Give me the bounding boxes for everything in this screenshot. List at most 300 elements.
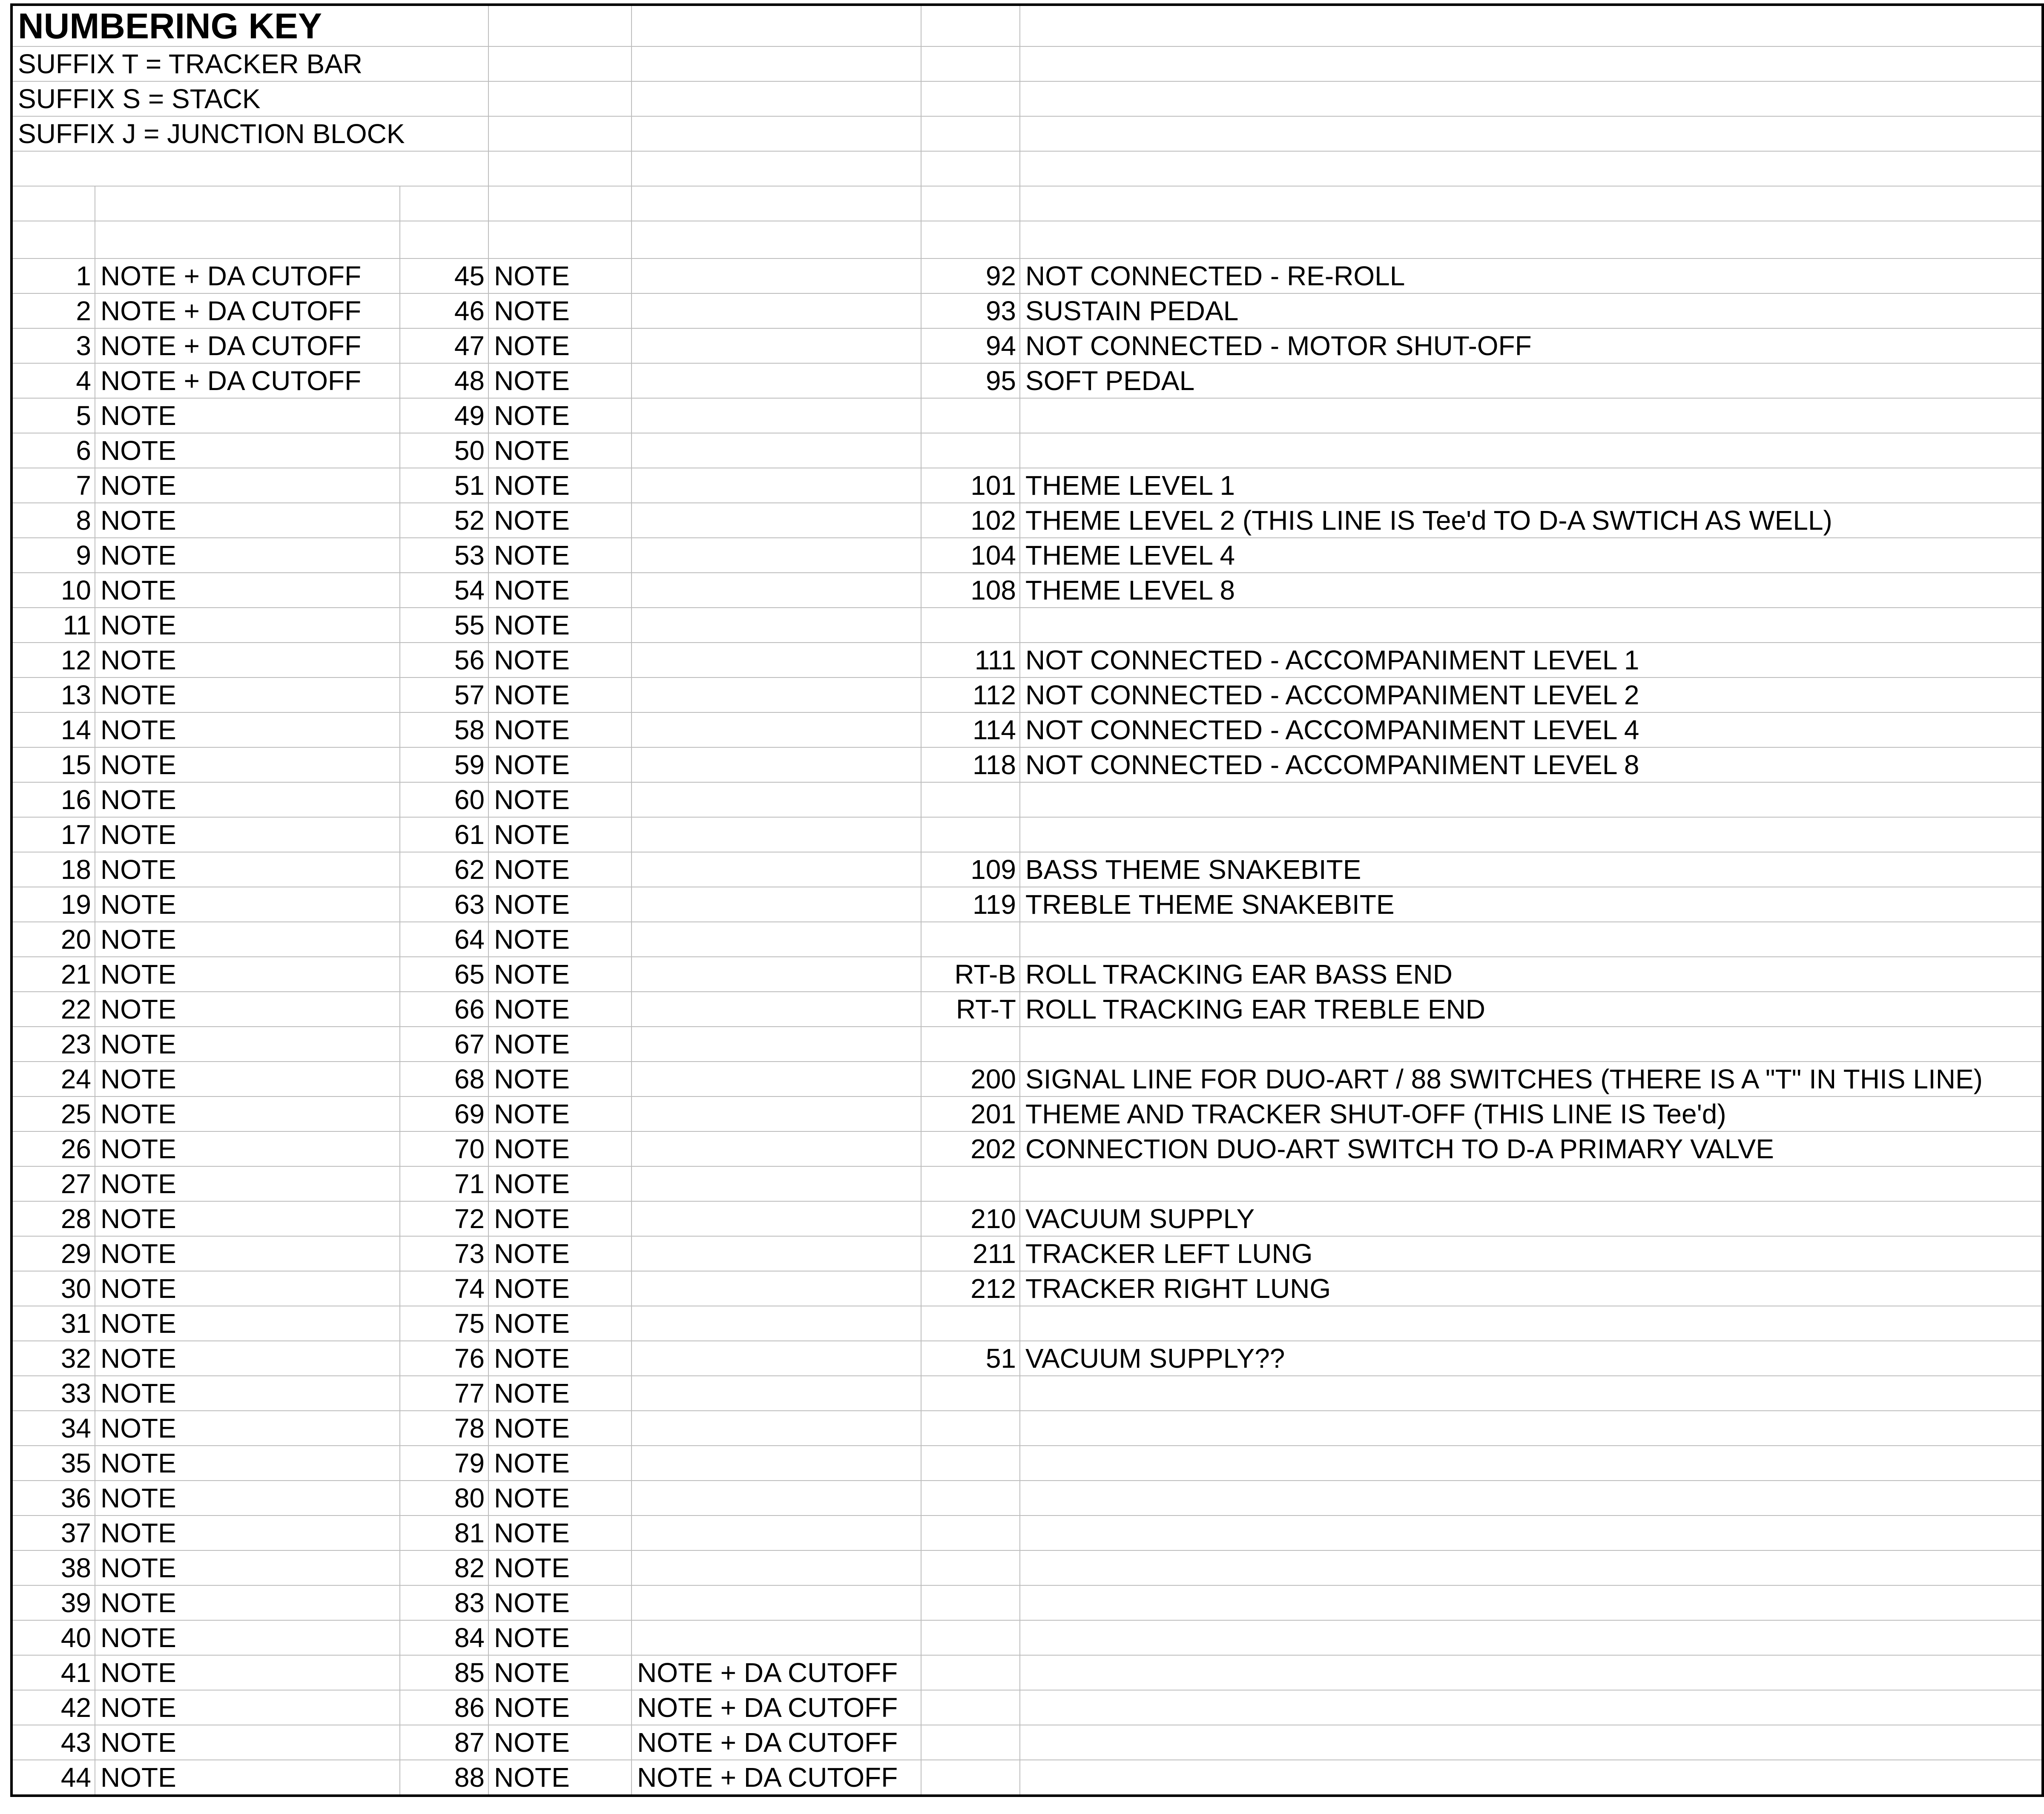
line-description: NOTE (488, 573, 632, 608)
line-description: TRACKER RIGHT LUNG (1020, 1271, 2043, 1306)
table-row (11, 1096, 2043, 1131)
table-row (11, 1690, 2043, 1725)
line-description (1020, 608, 2043, 643)
line-number: 88 (400, 1760, 488, 1796)
line-number (921, 1690, 1020, 1725)
line-description: CONNECTION DUO-ART SWITCH TO D-A PRIMARY VALVE (1020, 1131, 2043, 1166)
table-row (11, 468, 2043, 503)
line-number: 70 (400, 1131, 488, 1166)
line-description: NOT CONNECTED - ACCOMPANIMENT LEVEL 1 (1020, 643, 2043, 677)
extra-description (632, 957, 921, 992)
line-description (1020, 1620, 2043, 1655)
extra-description (632, 992, 921, 1027)
table-row (11, 1341, 2043, 1376)
line-description (1020, 1376, 2043, 1411)
line-number: 69 (400, 1096, 488, 1131)
line-description: NOTE (95, 1166, 400, 1201)
line-description: NOT CONNECTED - ACCOMPANIMENT LEVEL 2 (1020, 677, 2043, 712)
extra-description (632, 1515, 921, 1550)
line-number: 64 (400, 922, 488, 957)
line-description: NOTE (488, 258, 632, 293)
line-description: NOTE (95, 1096, 400, 1131)
line-description: NOTE (488, 992, 632, 1027)
line-number: 75 (400, 1306, 488, 1341)
line-description: ROLL TRACKING EAR BASS END (1020, 957, 2043, 992)
line-description: THEME LEVEL 1 (1020, 468, 2043, 503)
extra-description: NOTE + DA CUTOFF (632, 1655, 921, 1690)
line-description: NOTE (95, 1376, 400, 1411)
numbering-key-sheet (10, 3, 2044, 1797)
extra-description (632, 1585, 921, 1620)
extra-description (632, 1411, 921, 1446)
line-description (1020, 1306, 2043, 1341)
table-row (11, 433, 2043, 468)
extra-description (632, 1341, 921, 1376)
table-row (11, 852, 2043, 887)
line-description: NOTE (488, 1725, 632, 1760)
extra-description (632, 852, 921, 887)
table-row (11, 1271, 2043, 1306)
line-description: NOTE (95, 608, 400, 643)
line-number: 40 (11, 1620, 95, 1655)
line-number: 15 (11, 747, 95, 782)
title-row (11, 5, 2043, 46)
line-number: 92 (921, 258, 1020, 293)
extra-description (632, 1166, 921, 1201)
line-description: NOTE (95, 782, 400, 817)
line-description: NOTE (488, 922, 632, 957)
line-number: 61 (400, 817, 488, 852)
line-number: 24 (11, 1062, 95, 1096)
line-number: 58 (400, 712, 488, 747)
line-number (921, 1446, 1020, 1481)
line-description (1020, 1585, 2043, 1620)
line-description: NOTE (95, 1271, 400, 1306)
suffix-line: SUFFIX J = JUNCTION BLOCK (11, 116, 488, 151)
line-number (921, 1725, 1020, 1760)
line-number: 30 (11, 1271, 95, 1306)
line-description: VACUUM SUPPLY (1020, 1201, 2043, 1236)
line-number (921, 1620, 1020, 1655)
extra-description (632, 1481, 921, 1515)
extra-description (632, 1201, 921, 1236)
line-number (921, 817, 1020, 852)
table-row (11, 608, 2043, 643)
line-description: NOTE (95, 1690, 400, 1725)
line-number: 59 (400, 747, 488, 782)
line-number: 32 (11, 1341, 95, 1376)
table-row (11, 747, 2043, 782)
table-row (11, 1131, 2043, 1166)
line-description: NOTE (488, 1376, 632, 1411)
extra-description (632, 1096, 921, 1131)
line-description (1020, 1690, 2043, 1725)
line-description: NOT CONNECTED - ACCOMPANIMENT LEVEL 8 (1020, 747, 2043, 782)
line-number (921, 1585, 1020, 1620)
suffix-row (11, 116, 2043, 151)
line-number: 94 (921, 328, 1020, 363)
line-description: NOTE (488, 1166, 632, 1201)
line-description: NOTE (488, 1515, 632, 1550)
extra-description (632, 433, 921, 468)
line-description (1020, 1760, 2043, 1796)
line-number (921, 433, 1020, 468)
table-row (11, 538, 2043, 573)
line-description: THEME AND TRACKER SHUT-OFF (THIS LINE IS Tee'd) (1020, 1096, 2043, 1131)
table-row (11, 363, 2043, 398)
line-description: NOTE (488, 608, 632, 643)
line-number: 80 (400, 1481, 488, 1515)
line-number: 27 (11, 1166, 95, 1201)
line-number: 57 (400, 677, 488, 712)
table-row (11, 1550, 2043, 1585)
line-number: 6 (11, 433, 95, 468)
line-number: 33 (11, 1376, 95, 1411)
line-description: NOTE + DA CUTOFF (95, 258, 400, 293)
line-description: NOTE (488, 398, 632, 433)
line-number: 19 (11, 887, 95, 922)
line-number: 10 (11, 573, 95, 608)
extra-description (632, 1236, 921, 1271)
line-number: 78 (400, 1411, 488, 1446)
line-description: NOTE (488, 643, 632, 677)
line-description: NOTE (488, 712, 632, 747)
table-row (11, 1411, 2043, 1446)
line-number: RT-T (921, 992, 1020, 1027)
extra-description (632, 677, 921, 712)
line-number: 17 (11, 817, 95, 852)
line-number: 31 (11, 1306, 95, 1341)
line-number: 71 (400, 1166, 488, 1201)
line-number (921, 1411, 1020, 1446)
extra-description (632, 887, 921, 922)
line-number: 202 (921, 1131, 1020, 1166)
line-description: NOTE (488, 1341, 632, 1376)
line-number: 28 (11, 1201, 95, 1236)
table-row (11, 712, 2043, 747)
extra-description (632, 1306, 921, 1341)
line-number: 84 (400, 1620, 488, 1655)
line-description: NOTE (488, 1062, 632, 1096)
line-description: NOTE (95, 503, 400, 538)
line-number: 16 (11, 782, 95, 817)
table-row (11, 1725, 2043, 1760)
table-row (11, 992, 2043, 1027)
line-number: 87 (400, 1725, 488, 1760)
line-number: 41 (11, 1655, 95, 1690)
line-number: 52 (400, 503, 488, 538)
line-number: 42 (11, 1690, 95, 1725)
line-number: 46 (400, 293, 488, 328)
line-description: NOTE (488, 677, 632, 712)
table-row (11, 643, 2043, 677)
line-description: NOTE + DA CUTOFF (95, 363, 400, 398)
line-number (921, 398, 1020, 433)
line-description: NOTE (488, 1550, 632, 1585)
line-number: 49 (400, 398, 488, 433)
line-description: NOTE (488, 1096, 632, 1131)
line-description: NOTE (488, 1201, 632, 1236)
line-number: 1 (11, 258, 95, 293)
line-number: 39 (11, 1585, 95, 1620)
line-description: NOTE (95, 433, 400, 468)
line-description: BASS THEME SNAKEBITE (1020, 852, 2043, 887)
blank-row (11, 151, 2043, 186)
line-number: 22 (11, 992, 95, 1027)
line-description: NOTE (95, 1236, 400, 1271)
line-description: NOTE (95, 1411, 400, 1446)
table-row (11, 1760, 2043, 1796)
table-row (11, 1481, 2043, 1515)
line-number: 8 (11, 503, 95, 538)
line-number: 62 (400, 852, 488, 887)
line-number: 82 (400, 1550, 488, 1585)
table-row (11, 1306, 2043, 1341)
line-description: NOTE + DA CUTOFF (95, 328, 400, 363)
line-description (1020, 398, 2043, 433)
line-description: VACUUM SUPPLY?? (1020, 1341, 2043, 1376)
extra-description (632, 573, 921, 608)
line-description: NOTE (95, 1341, 400, 1376)
line-number: 108 (921, 573, 1020, 608)
extra-description (632, 1131, 921, 1166)
line-number: 67 (400, 1027, 488, 1062)
line-number: 44 (11, 1760, 95, 1796)
line-number: 13 (11, 677, 95, 712)
line-description: SIGNAL LINE FOR DUO-ART / 88 SWITCHES (THERE IS A "T" IN THIS LINE) (1020, 1062, 2043, 1096)
line-number (921, 1655, 1020, 1690)
line-description: THEME LEVEL 4 (1020, 538, 2043, 573)
table-row (11, 1620, 2043, 1655)
line-description: SOFT PEDAL (1020, 363, 2043, 398)
table-row (11, 1515, 2043, 1550)
line-number: 7 (11, 468, 95, 503)
line-description (1020, 1515, 2043, 1550)
line-description: NOTE (488, 1236, 632, 1271)
table-row (11, 1201, 2043, 1236)
line-description: NOTE (95, 1027, 400, 1062)
line-description: NOTE (95, 1760, 400, 1796)
line-description: NOTE (488, 782, 632, 817)
line-description: NOT CONNECTED - MOTOR SHUT-OFF (1020, 328, 2043, 363)
table-row (11, 293, 2043, 328)
line-number: 102 (921, 503, 1020, 538)
line-description: NOTE (488, 1481, 632, 1515)
line-description (1020, 1166, 2043, 1201)
extra-description (632, 293, 921, 328)
table-row (11, 1585, 2043, 1620)
line-number (921, 1550, 1020, 1585)
line-number: 50 (400, 433, 488, 468)
extra-description (632, 538, 921, 573)
extra-description (632, 608, 921, 643)
line-description (1020, 433, 2043, 468)
line-number: 14 (11, 712, 95, 747)
line-description: NOT CONNECTED - RE-ROLL (1020, 258, 2043, 293)
table-row (11, 1166, 2043, 1201)
line-number: 26 (11, 1131, 95, 1166)
line-number (921, 1376, 1020, 1411)
extra-description (632, 782, 921, 817)
suffix-line: SUFFIX S = STACK (11, 81, 488, 116)
line-description: NOTE (95, 468, 400, 503)
line-number: 211 (921, 1236, 1020, 1271)
extra-description (632, 468, 921, 503)
line-number: 74 (400, 1271, 488, 1306)
line-number: 114 (921, 712, 1020, 747)
line-number: 36 (11, 1481, 95, 1515)
table-row (11, 1062, 2043, 1096)
line-number: 119 (921, 887, 1020, 922)
line-number (921, 1166, 1020, 1201)
line-number: 53 (400, 538, 488, 573)
line-description: NOTE (95, 1446, 400, 1481)
suffix-line: SUFFIX T = TRACKER BAR (11, 46, 488, 81)
line-number: 79 (400, 1446, 488, 1481)
line-description: THEME LEVEL 8 (1020, 573, 2043, 608)
table-row (11, 503, 2043, 538)
line-description: NOTE (95, 1725, 400, 1760)
table-row (11, 398, 2043, 433)
extra-description (632, 398, 921, 433)
line-description: NOTE (488, 433, 632, 468)
line-description: NOTE (95, 992, 400, 1027)
extra-description (632, 817, 921, 852)
line-description: NOTE (95, 1550, 400, 1585)
line-number: 55 (400, 608, 488, 643)
line-number (921, 608, 1020, 643)
line-number: 201 (921, 1096, 1020, 1131)
line-number: 56 (400, 643, 488, 677)
line-description: NOTE (488, 1585, 632, 1620)
line-description: NOTE (95, 643, 400, 677)
line-description: NOTE (488, 1690, 632, 1725)
line-description: NOTE (95, 922, 400, 957)
line-number: 5 (11, 398, 95, 433)
line-number (921, 1515, 1020, 1550)
line-description (1020, 1655, 2043, 1690)
line-description: NOTE (488, 503, 632, 538)
line-description: NOTE (488, 1655, 632, 1690)
line-description (1020, 1481, 2043, 1515)
line-description: NOTE (95, 1515, 400, 1550)
line-description: NOTE (488, 538, 632, 573)
extra-description: NOTE + DA CUTOFF (632, 1725, 921, 1760)
line-number: 81 (400, 1515, 488, 1550)
line-number: 101 (921, 468, 1020, 503)
line-number: 48 (400, 363, 488, 398)
line-description: NOTE (488, 1306, 632, 1341)
line-number: 212 (921, 1271, 1020, 1306)
line-number: 3 (11, 328, 95, 363)
line-description: NOTE (488, 747, 632, 782)
line-description: NOTE (488, 1446, 632, 1481)
line-number (921, 1306, 1020, 1341)
extra-description (632, 643, 921, 677)
line-description (1020, 922, 2043, 957)
table-row (11, 677, 2043, 712)
line-description: NOTE (95, 712, 400, 747)
extra-description (632, 1620, 921, 1655)
line-description: NOTE (488, 1027, 632, 1062)
suffix-row (11, 81, 2043, 116)
table-row (11, 573, 2043, 608)
extra-description: NOTE + DA CUTOFF (632, 1690, 921, 1725)
line-number: 45 (400, 258, 488, 293)
line-description: TRACKER LEFT LUNG (1020, 1236, 2043, 1271)
line-number: 72 (400, 1201, 488, 1236)
line-number: 20 (11, 922, 95, 957)
line-number: 37 (11, 1515, 95, 1550)
line-description: NOTE (95, 817, 400, 852)
line-number: 2 (11, 293, 95, 328)
extra-description (632, 1446, 921, 1481)
line-number: 112 (921, 677, 1020, 712)
line-description: NOTE (488, 1760, 632, 1796)
line-number: 47 (400, 328, 488, 363)
extra-description (632, 363, 921, 398)
line-description: NOTE (488, 328, 632, 363)
table-row (11, 782, 2043, 817)
table-row (11, 1376, 2043, 1411)
line-number: 63 (400, 887, 488, 922)
line-description: NOT CONNECTED - ACCOMPANIMENT LEVEL 4 (1020, 712, 2043, 747)
line-description: NOTE (95, 1201, 400, 1236)
line-description: NOTE (95, 538, 400, 573)
line-description: NOTE (488, 817, 632, 852)
table-row (11, 328, 2043, 363)
line-number: 76 (400, 1341, 488, 1376)
line-description: SUSTAIN PEDAL (1020, 293, 2043, 328)
line-number: 29 (11, 1236, 95, 1271)
line-number: 85 (400, 1655, 488, 1690)
line-description: NOTE (488, 887, 632, 922)
line-number: 38 (11, 1550, 95, 1585)
line-number: 51 (921, 1341, 1020, 1376)
line-description (1020, 1411, 2043, 1446)
line-number: 104 (921, 538, 1020, 573)
line-description: NOTE (95, 1585, 400, 1620)
extra-description (632, 503, 921, 538)
sheet-title: NUMBERING KEY (11, 5, 488, 46)
line-description (1020, 1725, 2043, 1760)
line-number: 93 (921, 293, 1020, 328)
line-number: 18 (11, 852, 95, 887)
extra-description (632, 747, 921, 782)
line-number: 95 (921, 363, 1020, 398)
line-number: 109 (921, 852, 1020, 887)
line-description: NOTE (488, 852, 632, 887)
line-description (1020, 817, 2043, 852)
table-row (11, 1446, 2043, 1481)
line-description (1020, 782, 2043, 817)
line-description: NOTE (95, 1062, 400, 1096)
line-number: 12 (11, 643, 95, 677)
line-description (1020, 1550, 2043, 1585)
line-number: 9 (11, 538, 95, 573)
extra-description (632, 1271, 921, 1306)
extra-description (632, 1062, 921, 1096)
extra-description (632, 1376, 921, 1411)
table-row (11, 1236, 2043, 1271)
line-number: 21 (11, 957, 95, 992)
table-row (11, 1655, 2043, 1690)
line-description: NOTE (488, 1620, 632, 1655)
line-description: NOTE (95, 1306, 400, 1341)
extra-description (632, 258, 921, 293)
line-number: 65 (400, 957, 488, 992)
line-number (921, 1481, 1020, 1515)
